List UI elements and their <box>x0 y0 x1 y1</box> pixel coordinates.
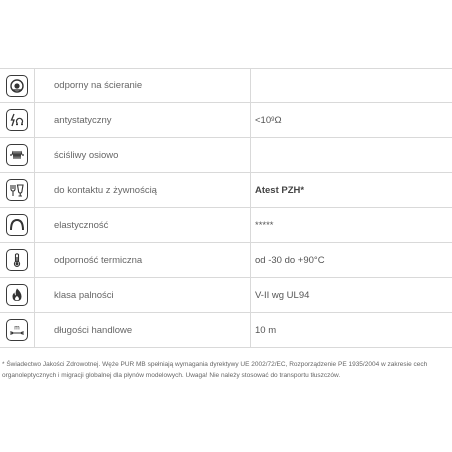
property-label: elastyczność <box>35 208 251 242</box>
table-row <box>0 173 452 208</box>
property-value: Atest PZH* <box>255 184 305 196</box>
property-label: ściśliwy osiowo <box>35 138 251 172</box>
flame-icon <box>6 284 28 306</box>
property-value <box>251 69 452 102</box>
antistatic-icon <box>6 109 28 131</box>
property-label: antystatyczny <box>35 103 251 137</box>
table-row <box>0 278 452 313</box>
property-label: klasa palności <box>35 278 251 312</box>
table-row <box>0 103 452 138</box>
property-value: ***** <box>255 219 274 231</box>
property-label: odporność termiczna <box>35 243 251 277</box>
food-contact-icon <box>6 179 28 201</box>
property-value <box>251 138 452 172</box>
properties-table <box>0 68 452 348</box>
table-row <box>0 313 452 348</box>
compression-icon <box>6 144 28 166</box>
length-icon <box>6 319 28 341</box>
property-label: odporny na ścieranie <box>35 69 251 102</box>
property-value: od -30 do +90°C <box>255 254 325 266</box>
table-row <box>0 138 452 173</box>
table-row <box>0 208 452 243</box>
elasticity-icon <box>6 214 28 236</box>
svg-text:m: m <box>14 324 20 332</box>
abrasion-icon <box>6 75 28 97</box>
table-row <box>0 243 452 278</box>
property-label: do kontaktu z żywnością <box>35 173 251 207</box>
property-value: <10 9 Ω <box>255 114 282 126</box>
thermometer-icon <box>6 249 28 271</box>
property-value: V-II wg UL94 <box>255 289 310 301</box>
property-label: długości handlowe <box>35 313 251 347</box>
property-value: 10 m <box>255 324 277 336</box>
footnote: * Świadectwo Jakości Zdrowotnej. Węże PUR MB spełniają wymagania dyrektywy UE 2002/72/EC, Rozporządzenie PE 1935/2004 w zakresie cech organoleptycznych i migracji globalnej dla płynów modelowych. Uwaga! Nie należy stosować do transportu tłuszczów. <box>2 361 428 379</box>
table-row <box>0 68 452 103</box>
